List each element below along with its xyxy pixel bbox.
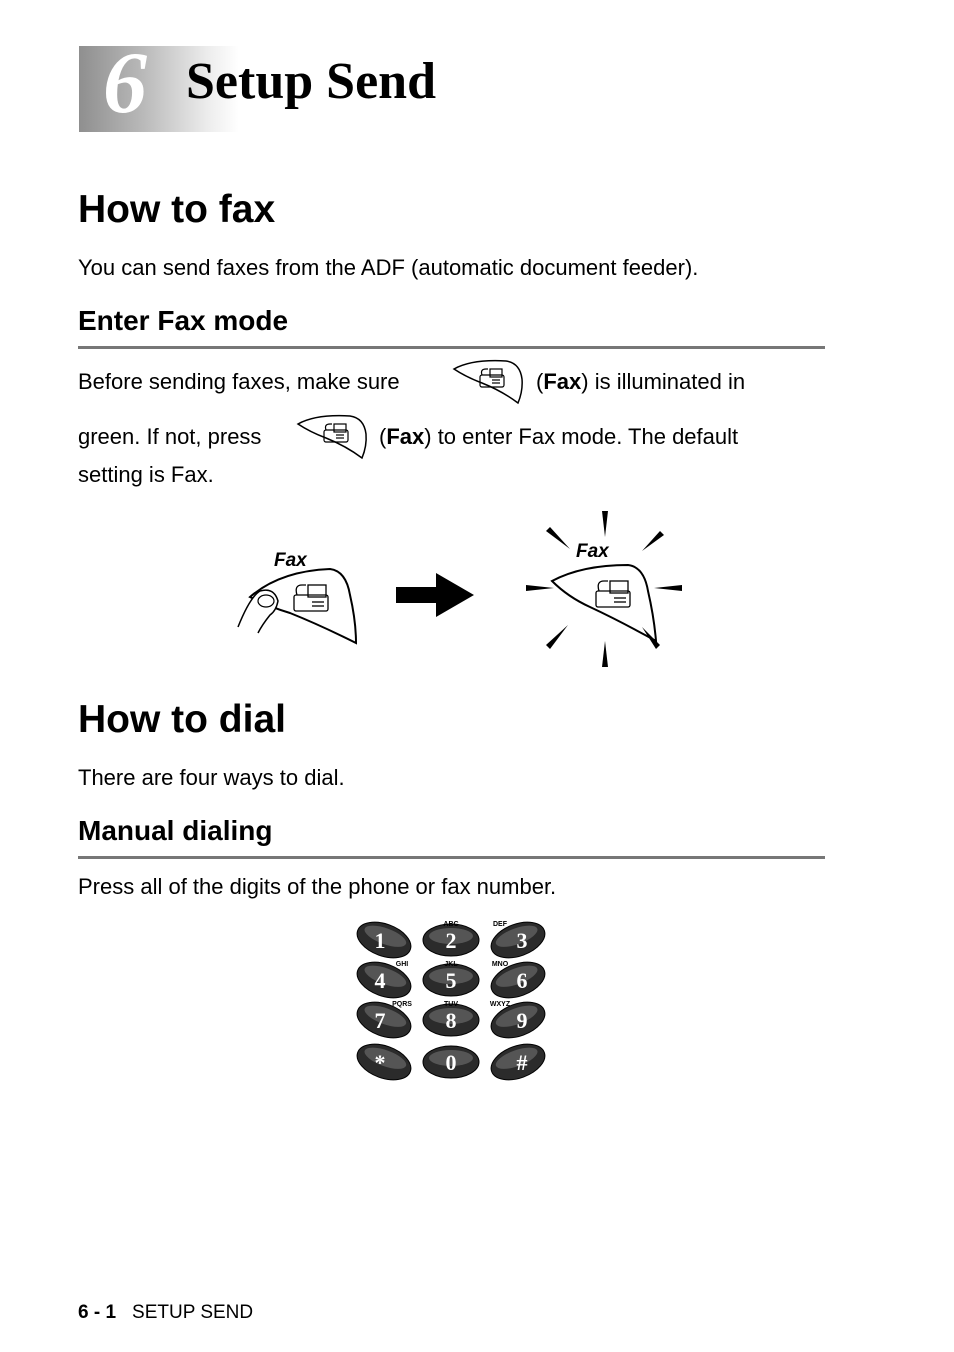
keypad-key-9: [486, 995, 550, 1044]
chapter-title: Setup Send: [186, 53, 436, 110]
fax-line-1-start: Before sending faxes, make sure: [78, 369, 400, 394]
figure-fax-label-right: Fax: [576, 541, 609, 562]
keypad-digit: 2: [445, 928, 457, 953]
keypad-digit: 4: [374, 968, 386, 993]
keypad-letters: MNO: [491, 961, 509, 968]
keypad-key-6: [486, 955, 550, 1004]
keypad-digit: 8: [445, 1008, 457, 1033]
keypad-digit: #: [516, 1050, 528, 1075]
dial-keypad: [350, 914, 556, 1086]
keypad-letters: GHI: [395, 961, 409, 968]
footer-section-name: SETUP SEND: [132, 1302, 254, 1323]
fax-line-2-start: green. If not, press: [78, 424, 262, 449]
keypad-letters: WXYZ: [489, 1001, 511, 1008]
keypad-key-4: [352, 955, 416, 1004]
chapter-number: 6: [103, 35, 147, 132]
fax-key-label: Fax: [386, 424, 425, 449]
footer-page-number: 6 - 1: [78, 1302, 117, 1323]
keypad-key-star: [352, 1037, 416, 1086]
keypad-digit: 3: [516, 928, 528, 953]
keypad-key-2: [423, 921, 479, 956]
keypad-letters: JKL: [444, 961, 458, 968]
fax-mode-figure: [230, 505, 700, 675]
fax-line-1-end: (Fax) is illuminated in: [536, 369, 746, 394]
finger-icon: [238, 590, 278, 633]
keypad-letters: ABC: [443, 921, 459, 928]
keypad-key-1: [352, 915, 416, 964]
keypad-digit: 9: [516, 1008, 528, 1033]
heading-enter-fax-mode: Enter Fax mode: [78, 305, 289, 336]
fax-button-lit-shape: [552, 565, 656, 641]
keypad-key-hash: [486, 1037, 550, 1086]
keypad-key-0: [423, 1046, 479, 1078]
keypad-key-8: [423, 1001, 479, 1036]
section-rule: [78, 346, 825, 349]
fax-button-icon: [296, 412, 370, 462]
keypad-letters: DEF: [493, 921, 507, 928]
manual-dialing-text: Press all of the digits of the phone or fax number.: [78, 874, 557, 899]
keypad-digit: *: [374, 1050, 386, 1075]
keypad-digit: 5: [445, 968, 457, 993]
keypad-digit: 7: [374, 1008, 386, 1033]
keypad-digit: 6: [516, 968, 528, 993]
fax-line-3: setting is Fax.: [78, 462, 214, 487]
page-footer: [78, 1302, 253, 1324]
arrow-right-icon: [396, 573, 474, 617]
keypad-key-3: [486, 915, 550, 964]
figure-fax-label-left: Fax: [274, 550, 307, 571]
keypad-digit: 1: [374, 928, 386, 953]
heading-manual-dialing: Manual dialing: [78, 815, 273, 846]
keypad-letters: TUV: [444, 1001, 458, 1008]
heading-how-to-fax: How to fax: [78, 188, 276, 231]
keypad-key-5: [423, 961, 479, 996]
heading-how-to-dial: How to dial: [78, 698, 286, 741]
keypad-key-7: [352, 995, 416, 1044]
keypad-letters: PQRS: [392, 1001, 412, 1008]
fax-intro-text: You can send faxes from the ADF (automatic document feeder).: [78, 255, 699, 280]
dial-intro-text: There are four ways to dial.: [78, 765, 345, 790]
fax-line-2-end: (Fax) to enter Fax mode. The default: [379, 424, 739, 449]
fax-key-label: Fax: [543, 369, 582, 394]
keypad-digit: 0: [445, 1050, 457, 1075]
section-rule: [78, 856, 825, 859]
fax-button-icon: [452, 357, 526, 407]
